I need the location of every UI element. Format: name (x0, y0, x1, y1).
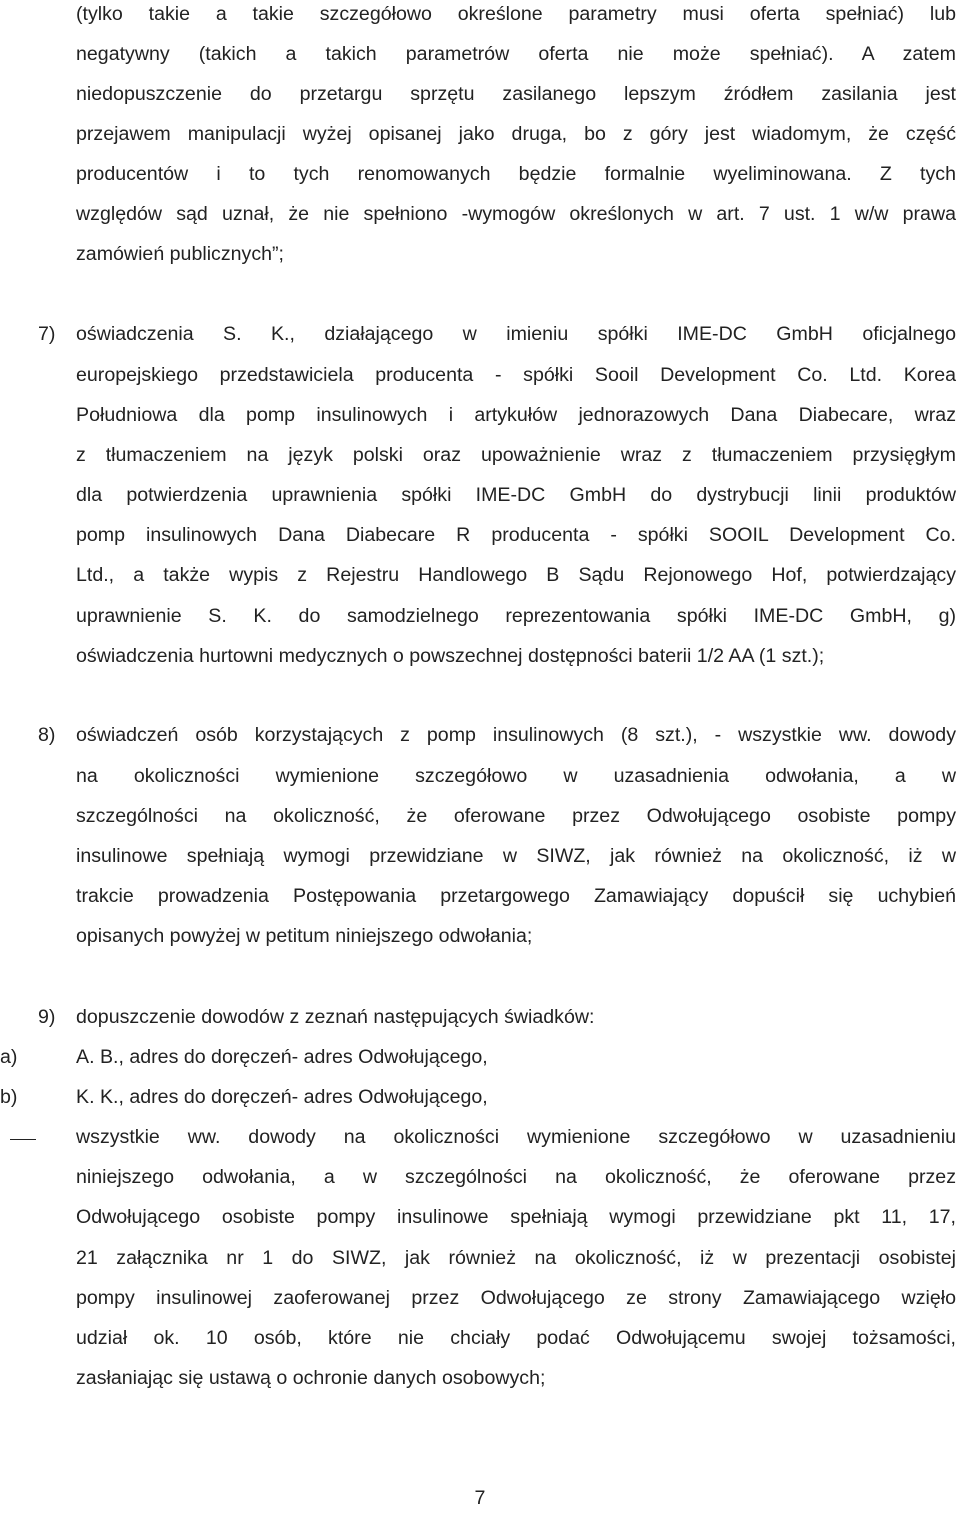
item-8-line-1: oświadczeń osób korzystających z pomp insulinowych (8 szt.), - wszystkie ww. dowody (76, 724, 956, 746)
item-9-line: dopuszczenie dowodów z zeznań następujących świadków: (76, 1006, 595, 1028)
item-8-line-5: trakcie prowadzenia Postępowania przetargowego Zamawiający dopuścił się uchybień (76, 885, 956, 907)
item-7-line-8: uprawnienie S. K. do samodzielnego reprezentowania spółki IME-DC GmbH, g) (76, 605, 956, 627)
item-8-line-3: szczególności na okoliczność, że oferowane przez Odwołującego osobiste pompy (76, 805, 956, 827)
item-9-marker: 9) (38, 1006, 56, 1028)
intro-line-7: zamówień publicznych”; (76, 243, 285, 265)
intro-line-5: producentów i to tych renomowanych będzie formalnie wyeliminowana. Z tych (76, 163, 956, 185)
item-7-line-9: oświadczenia hurtowni medycznych o powszechnej dostępności baterii 1/2 AA (1 szt.); (76, 645, 825, 667)
item-8-line-2: na okoliczności wymienione szczegółowo w uzasadnienia odwołania, a w (76, 765, 956, 787)
item-7-line-3: Południowa dla pomp insulinowych i artykułów jednorazowych Dana Diabecare, wraz (76, 404, 956, 426)
witness-b-marker: b) (0, 1086, 18, 1108)
witness-a-marker: a) (0, 1046, 18, 1068)
dash-item-line-6: udział ok. 10 osób, które nie chciały podać Odwołującemu swojej tożsamości, (76, 1327, 956, 1349)
dash-item-line-4: 21 załącznika nr 1 do SIWZ, jak również na okoliczność, iż w prezentacji osobistej (76, 1247, 956, 1269)
intro-line-1: (tylko takie a takie szczegółowo określone parametry musi oferta spełniać) lub (76, 3, 956, 25)
item-8-line-6: opisanych powyżej w petitum niniejszego odwołania; (76, 925, 533, 947)
item-7-marker: 7) (38, 323, 56, 345)
item-7-line-6: pomp insulinowych Dana Diabecare R producenta - spółki SOOIL Development Co. (76, 524, 956, 546)
dash-item-line-3: Odwołującego osobiste pompy insulinowe spełniają wymogi przewidziane pkt 11, 17, (76, 1206, 956, 1228)
intro-line-6: względów sąd uznał, że nie spełniono -wymogów określonych w art. 7 ust. 1 w/w prawa (76, 203, 956, 225)
item-8-line-4: insulinowe spełniają wymogi przewidziane w SIWZ, jak również na okoliczność, iż w (76, 845, 956, 867)
page-number: 7 (474, 1487, 486, 1509)
item-8-marker: 8) (38, 724, 56, 746)
dash-item-line-7: zasłaniając się ustawą o ochronie danych osobowych; (76, 1367, 546, 1389)
dash-item-line-5: pompy insulinowej zaoferowanej przez Odwołującego ze strony Zamawiającego wzięło (76, 1287, 956, 1309)
dash-item-line-2: niniejszego odwołania, a w szczególności na okoliczność, że oferowane przez (76, 1166, 956, 1188)
item-7-line-1: oświadczenia S. K., działającego w imieniu spółki IME-DC GmbH oficjalnego (76, 323, 956, 345)
intro-line-4: przejawem manipulacji wyżej opisanej jako druga, bo z góry jest wiadomym, że część (76, 123, 956, 145)
dash-bullet (10, 1139, 36, 1140)
witness-a-line: A. B., adres do doręczeń- adres Odwołującego, (76, 1046, 488, 1068)
item-7-line-4: z tłumaczeniem na język polski oraz upoważnienie wraz z tłumaczeniem przysięgłym (76, 444, 956, 466)
dash-item-line-1: wszystkie ww. dowody na okoliczności wymienione szczegółowo w uzasadnieniu (76, 1126, 956, 1148)
intro-line-2: negatywny (takich a takich parametrów oferta nie może spełniać). A zatem (76, 43, 956, 65)
item-7-line-5: dla potwierdzenia uprawnienia spółki IME-DC GmbH do dystrybucji linii produktów (76, 484, 956, 506)
item-7-line-2: europejskiego przedstawiciela producenta - spółki Sooil Development Co. Ltd. Korea (76, 364, 956, 386)
witness-b-line: K. K., adres do doręczeń- adres Odwołującego, (76, 1086, 488, 1108)
item-7-line-7: Ltd., a także wypis z Rejestru Handlowego B Sądu Rejonowego Hof, potwierdzający (76, 564, 956, 586)
intro-line-3: niedopuszczenie do przetargu sprzętu zasilanego lepszym źródłem zasilania jest (76, 83, 956, 105)
